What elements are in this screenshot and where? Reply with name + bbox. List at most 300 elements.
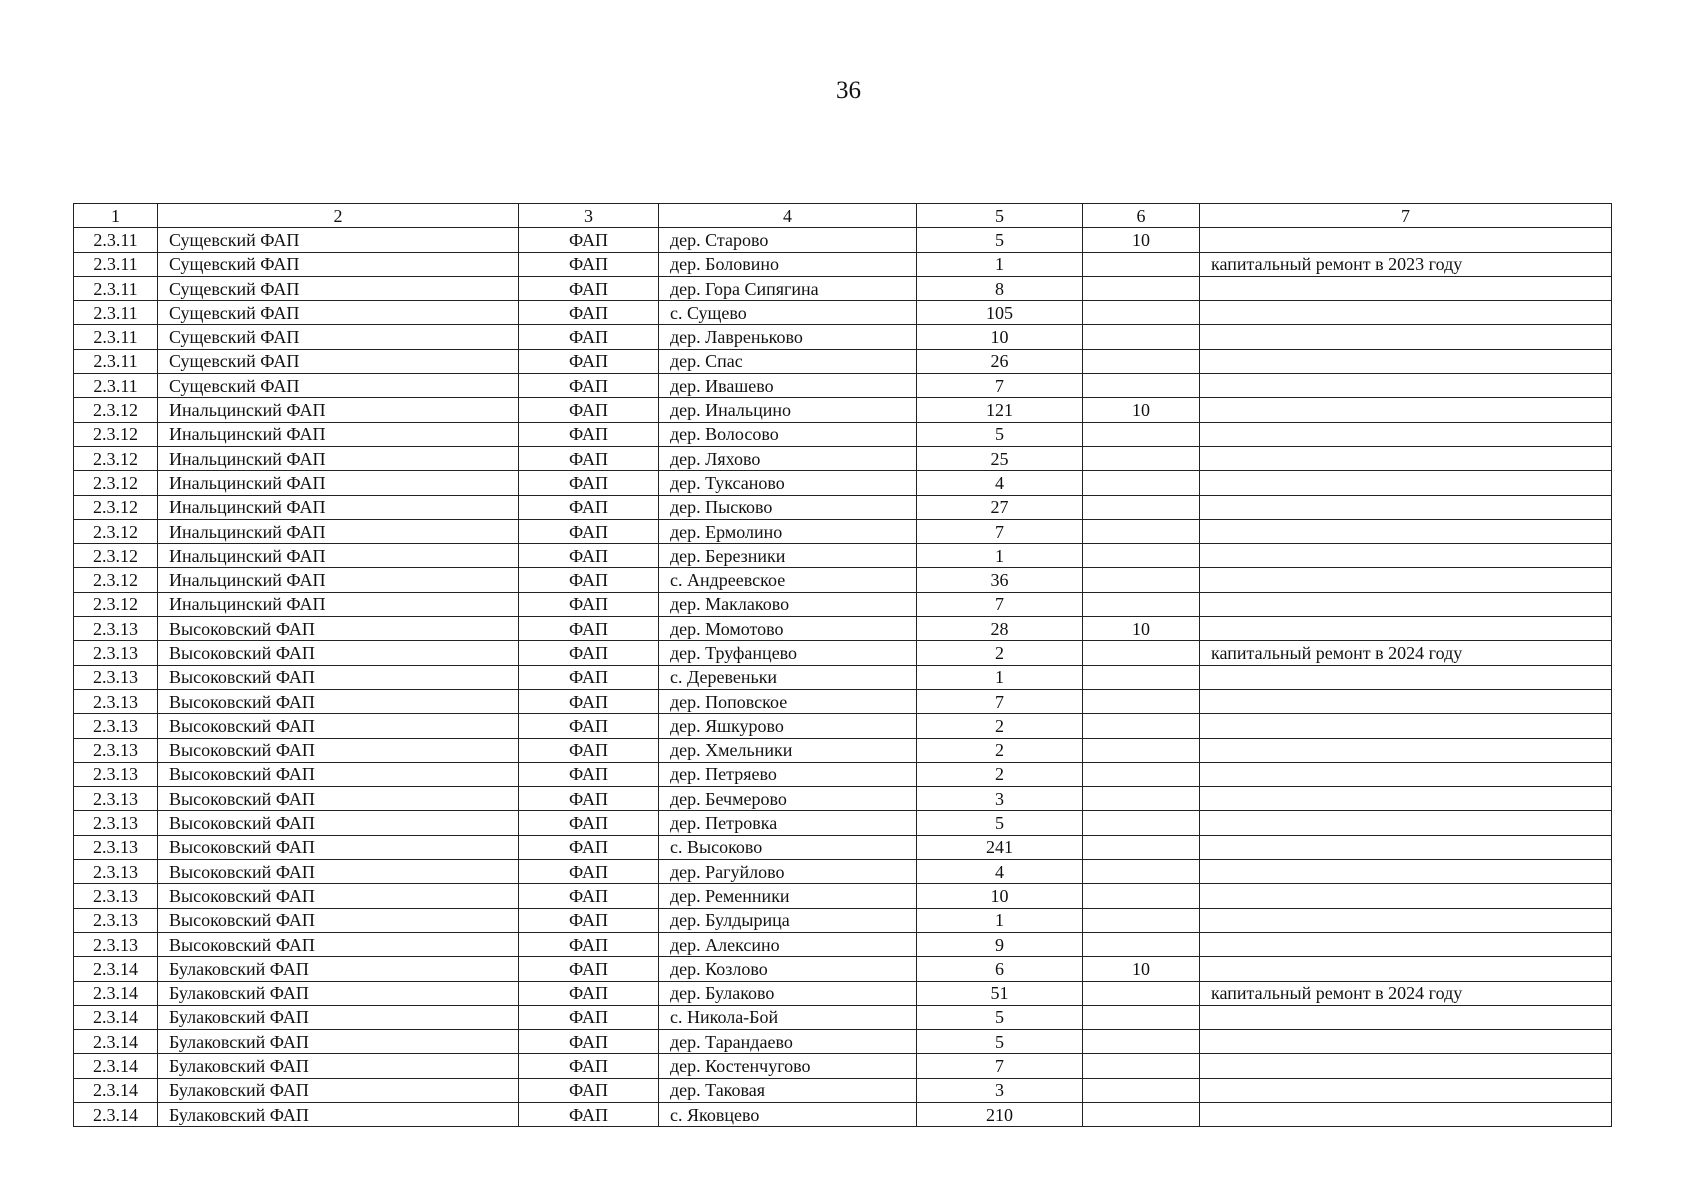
facility-name-cell: Сущевский ФАП <box>158 276 519 300</box>
note-cell <box>1200 1054 1612 1078</box>
settlement-cell: дер. Булдырица <box>659 908 917 932</box>
distance-cell <box>1083 689 1200 713</box>
table-row <box>74 228 1612 252</box>
settlement-cell: дер. Ременники <box>659 884 917 908</box>
code-cell: 2.3.11 <box>74 301 158 325</box>
table-row <box>74 301 1612 325</box>
distance-cell <box>1083 811 1200 835</box>
facility-name-cell: Инальцинский ФАП <box>158 471 519 495</box>
note-cell <box>1200 544 1612 568</box>
header-cell-7: 7 <box>1200 204 1612 228</box>
population-cell: 4 <box>917 471 1083 495</box>
code-cell: 2.3.13 <box>74 884 158 908</box>
code-cell: 2.3.12 <box>74 422 158 446</box>
distance-cell <box>1083 762 1200 786</box>
table-row <box>74 617 1612 641</box>
note-cell: капитальный ремонт в 2023 году <box>1200 252 1612 276</box>
note-cell <box>1200 860 1612 884</box>
note-cell <box>1200 689 1612 713</box>
table-row <box>74 276 1612 300</box>
code-cell: 2.3.13 <box>74 811 158 835</box>
population-cell: 6 <box>917 957 1083 981</box>
distance-cell <box>1083 714 1200 738</box>
code-cell: 2.3.13 <box>74 714 158 738</box>
table-row <box>74 835 1612 859</box>
note-cell <box>1200 835 1612 859</box>
header-cell-1: 1 <box>74 204 158 228</box>
population-cell: 7 <box>917 689 1083 713</box>
table-row <box>74 1102 1612 1126</box>
settlement-cell: дер. Козлово <box>659 957 917 981</box>
settlement-cell: с. Высоково <box>659 835 917 859</box>
population-cell: 36 <box>917 568 1083 592</box>
facility-name-cell: Высоковский ФАП <box>158 860 519 884</box>
settlement-cell: дер. Лавреньково <box>659 325 917 349</box>
settlement-cell: дер. Петряево <box>659 762 917 786</box>
population-cell: 1 <box>917 665 1083 689</box>
note-cell <box>1200 738 1612 762</box>
facility-name-cell: Инальцинский ФАП <box>158 568 519 592</box>
settlement-cell: дер. Момотово <box>659 617 917 641</box>
settlement-cell: дер. Березники <box>659 544 917 568</box>
facility-name-cell: Инальцинский ФАП <box>158 422 519 446</box>
code-cell: 2.3.14 <box>74 981 158 1005</box>
note-cell: капитальный ремонт в 2024 году <box>1200 981 1612 1005</box>
settlement-cell: с. Яковцево <box>659 1102 917 1126</box>
code-cell: 2.3.12 <box>74 398 158 422</box>
table-row <box>74 252 1612 276</box>
header-cell-4: 4 <box>659 204 917 228</box>
code-cell: 2.3.12 <box>74 495 158 519</box>
code-cell: 2.3.13 <box>74 641 158 665</box>
population-cell: 1 <box>917 544 1083 568</box>
code-cell: 2.3.11 <box>74 325 158 349</box>
facility-name-cell: Булаковский ФАП <box>158 981 519 1005</box>
facility-name-cell: Булаковский ФАП <box>158 1005 519 1029</box>
population-cell: 210 <box>917 1102 1083 1126</box>
type-cell: ФАП <box>519 325 659 349</box>
table-row <box>74 592 1612 616</box>
header-row <box>74 204 1612 228</box>
type-cell: ФАП <box>519 568 659 592</box>
code-cell: 2.3.14 <box>74 1030 158 1054</box>
note-cell <box>1200 398 1612 422</box>
note-cell <box>1200 568 1612 592</box>
settlement-cell: дер. Волосово <box>659 422 917 446</box>
facility-name-cell: Сущевский ФАП <box>158 228 519 252</box>
table-row <box>74 1054 1612 1078</box>
type-cell: ФАП <box>519 398 659 422</box>
distance-cell: 10 <box>1083 617 1200 641</box>
facility-name-cell: Высоковский ФАП <box>158 908 519 932</box>
facility-name-cell: Высоковский ФАП <box>158 714 519 738</box>
code-cell: 2.3.11 <box>74 349 158 373</box>
code-cell: 2.3.13 <box>74 860 158 884</box>
population-cell: 27 <box>917 495 1083 519</box>
facility-name-cell: Сущевский ФАП <box>158 252 519 276</box>
type-cell: ФАП <box>519 1030 659 1054</box>
note-cell <box>1200 811 1612 835</box>
code-cell: 2.3.12 <box>74 446 158 470</box>
facility-name-cell: Высоковский ФАП <box>158 835 519 859</box>
population-cell: 7 <box>917 519 1083 543</box>
code-cell: 2.3.12 <box>74 544 158 568</box>
settlement-cell: дер. Гора Сипягина <box>659 276 917 300</box>
distance-cell <box>1083 325 1200 349</box>
type-cell: ФАП <box>519 422 659 446</box>
settlement-cell: дер. Туксаново <box>659 471 917 495</box>
code-cell: 2.3.14 <box>74 1054 158 1078</box>
type-cell: ФАП <box>519 495 659 519</box>
note-cell <box>1200 325 1612 349</box>
distance-cell <box>1083 932 1200 956</box>
note-cell <box>1200 301 1612 325</box>
population-cell: 7 <box>917 1054 1083 1078</box>
population-cell: 8 <box>917 276 1083 300</box>
distance-cell <box>1083 835 1200 859</box>
facility-name-cell: Высоковский ФАП <box>158 617 519 641</box>
population-cell: 2 <box>917 738 1083 762</box>
facility-name-cell: Сущевский ФАП <box>158 325 519 349</box>
facility-name-cell: Инальцинский ФАП <box>158 495 519 519</box>
settlement-cell: дер. Пысково <box>659 495 917 519</box>
population-cell: 5 <box>917 1030 1083 1054</box>
distance-cell <box>1083 519 1200 543</box>
type-cell: ФАП <box>519 446 659 470</box>
distance-cell <box>1083 1054 1200 1078</box>
settlement-cell: дер. Ляхово <box>659 446 917 470</box>
distance-cell: 10 <box>1083 228 1200 252</box>
facility-name-cell: Высоковский ФАП <box>158 787 519 811</box>
type-cell: ФАП <box>519 738 659 762</box>
settlement-cell: с. Андреевское <box>659 568 917 592</box>
note-cell <box>1200 228 1612 252</box>
header-cell-3: 3 <box>519 204 659 228</box>
settlement-cell: дер. Инальцино <box>659 398 917 422</box>
table-row <box>74 349 1612 373</box>
settlement-cell: дер. Боловино <box>659 252 917 276</box>
facility-name-cell: Высоковский ФАП <box>158 665 519 689</box>
population-cell: 10 <box>917 884 1083 908</box>
facility-name-cell: Высоковский ФАП <box>158 884 519 908</box>
type-cell: ФАП <box>519 811 659 835</box>
note-cell <box>1200 446 1612 470</box>
table-row <box>74 860 1612 884</box>
type-cell: ФАП <box>519 689 659 713</box>
population-cell: 5 <box>917 422 1083 446</box>
code-cell: 2.3.11 <box>74 374 158 398</box>
table-row <box>74 714 1612 738</box>
note-cell <box>1200 519 1612 543</box>
distance-cell <box>1083 738 1200 762</box>
type-cell: ФАП <box>519 301 659 325</box>
type-cell: ФАП <box>519 981 659 1005</box>
code-cell: 2.3.13 <box>74 932 158 956</box>
code-cell: 2.3.13 <box>74 689 158 713</box>
table-row <box>74 665 1612 689</box>
settlement-cell: дер. Тарандаево <box>659 1030 917 1054</box>
distance-cell <box>1083 981 1200 1005</box>
population-cell: 7 <box>917 374 1083 398</box>
facility-name-cell: Высоковский ФАП <box>158 689 519 713</box>
settlement-cell: с. Деревеньки <box>659 665 917 689</box>
header-cell-5: 5 <box>917 204 1083 228</box>
type-cell: ФАП <box>519 957 659 981</box>
facility-name-cell: Булаковский ФАП <box>158 1102 519 1126</box>
type-cell: ФАП <box>519 1078 659 1102</box>
note-cell <box>1200 374 1612 398</box>
type-cell: ФАП <box>519 787 659 811</box>
code-cell: 2.3.11 <box>74 276 158 300</box>
table-row <box>74 568 1612 592</box>
table-row <box>74 495 1612 519</box>
facility-name-cell: Булаковский ФАП <box>158 1054 519 1078</box>
distance-cell <box>1083 276 1200 300</box>
distance-cell <box>1083 301 1200 325</box>
facility-name-cell: Высоковский ФАП <box>158 932 519 956</box>
settlement-cell: дер. Костенчугово <box>659 1054 917 1078</box>
table-row <box>74 325 1612 349</box>
distance-cell <box>1083 471 1200 495</box>
facility-name-cell: Инальцинский ФАП <box>158 592 519 616</box>
table-row <box>74 446 1612 470</box>
population-cell: 7 <box>917 592 1083 616</box>
code-cell: 2.3.12 <box>74 568 158 592</box>
code-cell: 2.3.12 <box>74 471 158 495</box>
distance-cell <box>1083 495 1200 519</box>
table-row <box>74 884 1612 908</box>
type-cell: ФАП <box>519 519 659 543</box>
facility-name-cell: Инальцинский ФАП <box>158 519 519 543</box>
population-cell: 2 <box>917 641 1083 665</box>
note-cell <box>1200 1078 1612 1102</box>
distance-cell <box>1083 860 1200 884</box>
type-cell: ФАП <box>519 665 659 689</box>
distance-cell <box>1083 908 1200 932</box>
distance-cell <box>1083 787 1200 811</box>
population-cell: 2 <box>917 714 1083 738</box>
settlement-cell: дер. Булаково <box>659 981 917 1005</box>
type-cell: ФАП <box>519 1102 659 1126</box>
distance-cell <box>1083 544 1200 568</box>
population-cell: 121 <box>917 398 1083 422</box>
facility-name-cell: Булаковский ФАП <box>158 1030 519 1054</box>
table-row <box>74 374 1612 398</box>
population-cell: 51 <box>917 981 1083 1005</box>
population-cell: 1 <box>917 252 1083 276</box>
note-cell <box>1200 932 1612 956</box>
population-cell: 241 <box>917 835 1083 859</box>
type-cell: ФАП <box>519 908 659 932</box>
population-cell: 5 <box>917 1005 1083 1029</box>
settlement-cell: дер. Маклаково <box>659 592 917 616</box>
settlement-cell: дер. Поповское <box>659 689 917 713</box>
note-cell <box>1200 471 1612 495</box>
facility-name-cell: Высоковский ФАП <box>158 738 519 762</box>
distance-cell <box>1083 665 1200 689</box>
code-cell: 2.3.14 <box>74 1005 158 1029</box>
facility-name-cell: Инальцинский ФАП <box>158 446 519 470</box>
header-cell-2: 2 <box>158 204 519 228</box>
facility-name-cell: Сущевский ФАП <box>158 349 519 373</box>
settlement-cell: с. Никола-Бой <box>659 1005 917 1029</box>
note-cell <box>1200 422 1612 446</box>
population-cell: 5 <box>917 228 1083 252</box>
header-cell-6: 6 <box>1083 204 1200 228</box>
distance-cell: 10 <box>1083 398 1200 422</box>
type-cell: ФАП <box>519 349 659 373</box>
type-cell: ФАП <box>519 714 659 738</box>
table-row <box>74 787 1612 811</box>
table-row <box>74 811 1612 835</box>
note-cell <box>1200 1005 1612 1029</box>
facility-name-cell: Высоковский ФАП <box>158 641 519 665</box>
page-number: 36 <box>836 77 861 104</box>
settlement-cell: дер. Таковая <box>659 1078 917 1102</box>
settlement-cell: дер. Петровка <box>659 811 917 835</box>
note-cell <box>1200 665 1612 689</box>
population-cell: 105 <box>917 301 1083 325</box>
note-cell: капитальный ремонт в 2024 году <box>1200 641 1612 665</box>
code-cell: 2.3.13 <box>74 738 158 762</box>
type-cell: ФАП <box>519 1005 659 1029</box>
distance-cell <box>1083 374 1200 398</box>
note-cell <box>1200 762 1612 786</box>
distance-cell <box>1083 349 1200 373</box>
type-cell: ФАП <box>519 835 659 859</box>
settlement-cell: дер. Алексино <box>659 932 917 956</box>
code-cell: 2.3.12 <box>74 592 158 616</box>
facility-name-cell: Инальцинский ФАП <box>158 398 519 422</box>
table-row <box>74 908 1612 932</box>
note-cell <box>1200 884 1612 908</box>
distance-cell <box>1083 592 1200 616</box>
settlement-cell: дер. Старово <box>659 228 917 252</box>
settlement-cell: дер. Труфанцево <box>659 641 917 665</box>
table-row <box>74 762 1612 786</box>
facility-name-cell: Инальцинский ФАП <box>158 544 519 568</box>
type-cell: ФАП <box>519 641 659 665</box>
note-cell <box>1200 1102 1612 1126</box>
table-row <box>74 422 1612 446</box>
code-cell: 2.3.13 <box>74 665 158 689</box>
type-cell: ФАП <box>519 276 659 300</box>
table-row <box>74 641 1612 665</box>
distance-cell <box>1083 1102 1200 1126</box>
table-row <box>74 519 1612 543</box>
settlement-cell: дер. Ивашево <box>659 374 917 398</box>
distance-cell <box>1083 568 1200 592</box>
code-cell: 2.3.11 <box>74 228 158 252</box>
population-cell: 9 <box>917 932 1083 956</box>
code-cell: 2.3.14 <box>74 1102 158 1126</box>
population-cell: 25 <box>917 446 1083 470</box>
type-cell: ФАП <box>519 884 659 908</box>
distance-cell <box>1083 1005 1200 1029</box>
settlement-cell: дер. Бечмерово <box>659 787 917 811</box>
population-cell: 10 <box>917 325 1083 349</box>
note-cell <box>1200 908 1612 932</box>
note-cell <box>1200 714 1612 738</box>
table-row <box>74 544 1612 568</box>
facility-name-cell: Булаковский ФАП <box>158 1078 519 1102</box>
table-body <box>74 204 1612 1127</box>
settlement-cell: дер. Яшкурово <box>659 714 917 738</box>
table-row <box>74 689 1612 713</box>
facility-name-cell: Сущевский ФАП <box>158 301 519 325</box>
note-cell <box>1200 957 1612 981</box>
type-cell: ФАП <box>519 762 659 786</box>
facility-name-cell: Высоковский ФАП <box>158 762 519 786</box>
type-cell: ФАП <box>519 860 659 884</box>
table-row <box>74 957 1612 981</box>
population-cell: 4 <box>917 860 1083 884</box>
distance-cell: 10 <box>1083 957 1200 981</box>
table-row <box>74 1030 1612 1054</box>
type-cell: ФАП <box>519 471 659 495</box>
distance-cell <box>1083 1030 1200 1054</box>
note-cell <box>1200 276 1612 300</box>
distance-cell <box>1083 884 1200 908</box>
table-row <box>74 981 1612 1005</box>
type-cell: ФАП <box>519 1054 659 1078</box>
population-cell: 1 <box>917 908 1083 932</box>
code-cell: 2.3.13 <box>74 787 158 811</box>
code-cell: 2.3.13 <box>74 908 158 932</box>
distance-cell <box>1083 252 1200 276</box>
table-row <box>74 398 1612 422</box>
code-cell: 2.3.13 <box>74 617 158 641</box>
facility-name-cell: Булаковский ФАП <box>158 957 519 981</box>
note-cell <box>1200 495 1612 519</box>
facility-name-cell: Высоковский ФАП <box>158 811 519 835</box>
type-cell: ФАП <box>519 252 659 276</box>
note-cell <box>1200 617 1612 641</box>
code-cell: 2.3.11 <box>74 252 158 276</box>
distance-cell <box>1083 446 1200 470</box>
type-cell: ФАП <box>519 228 659 252</box>
distance-cell <box>1083 641 1200 665</box>
table-row <box>74 471 1612 495</box>
code-cell: 2.3.13 <box>74 835 158 859</box>
note-cell <box>1200 1030 1612 1054</box>
population-cell: 28 <box>917 617 1083 641</box>
population-cell: 26 <box>917 349 1083 373</box>
code-cell: 2.3.12 <box>74 519 158 543</box>
settlement-cell: дер. Ермолино <box>659 519 917 543</box>
type-cell: ФАП <box>519 932 659 956</box>
settlement-cell: дер. Хмельники <box>659 738 917 762</box>
distance-cell <box>1083 422 1200 446</box>
note-cell <box>1200 349 1612 373</box>
code-cell: 2.3.14 <box>74 1078 158 1102</box>
type-cell: ФАП <box>519 544 659 568</box>
code-cell: 2.3.13 <box>74 762 158 786</box>
table-row <box>74 738 1612 762</box>
table-row <box>74 1005 1612 1029</box>
population-cell: 3 <box>917 1078 1083 1102</box>
facility-name-cell: Сущевский ФАП <box>158 374 519 398</box>
settlement-cell: дер. Рагуйлово <box>659 860 917 884</box>
type-cell: ФАП <box>519 617 659 641</box>
population-cell: 3 <box>917 787 1083 811</box>
distance-cell <box>1083 1078 1200 1102</box>
facility-table <box>73 203 1612 1127</box>
note-cell <box>1200 787 1612 811</box>
population-cell: 2 <box>917 762 1083 786</box>
note-cell <box>1200 592 1612 616</box>
table-row <box>74 932 1612 956</box>
